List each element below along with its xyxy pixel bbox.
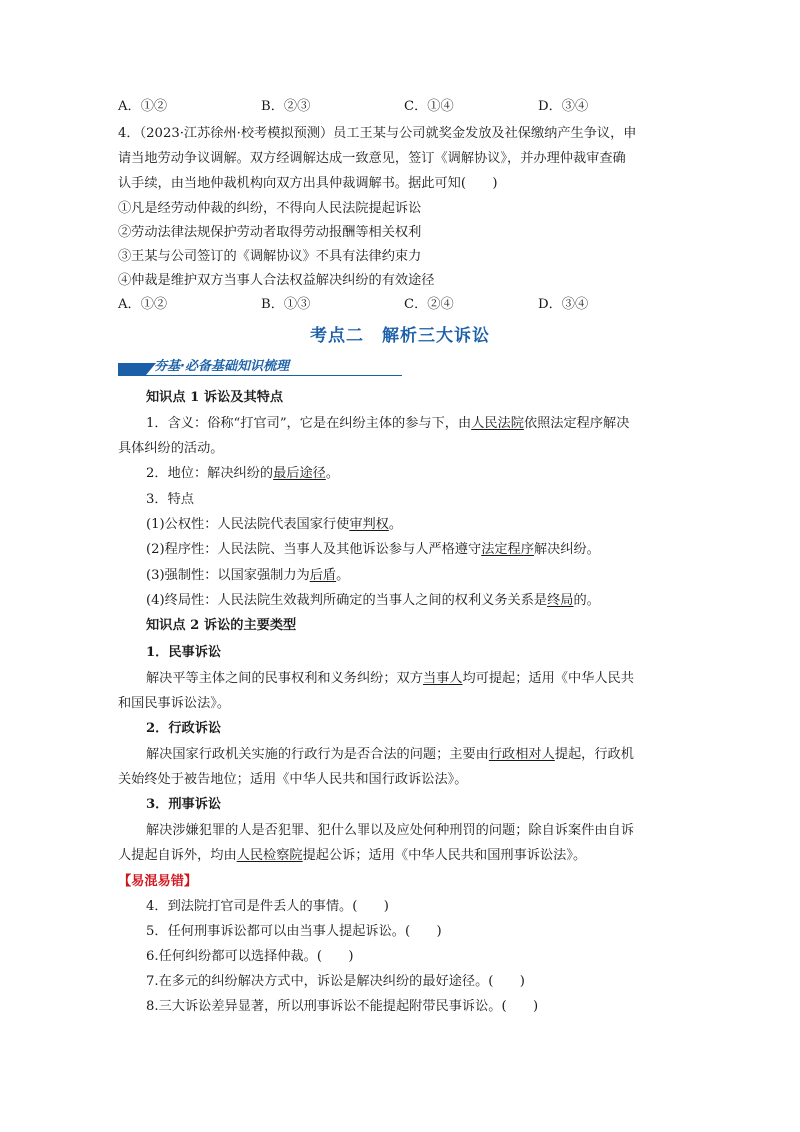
kp2-criminal-title: 3．刑事诉讼 — [146, 797, 222, 812]
q4-option-a[interactable]: A．①② — [118, 297, 168, 312]
q4-item-3: ③王某与公司签订的《调解协议》不具有法律约束力 — [118, 249, 422, 264]
kp1-feature-2: (2)程序性：人民法院、当事人及其他诉讼参与人严格遵守法定程序解决纠纷。 — [146, 542, 600, 557]
kp1-status: 2．地位：解决纠纷的最后途径。 — [146, 466, 340, 481]
confusion-item-4: 4．到法院打官司是件丢人的事情。( ) — [146, 899, 389, 914]
kp2-admin-line-2: 关始终处于被告地位；适用《中华人民共和国行政诉讼法》。 — [118, 772, 468, 787]
kp1-features-title: 3．特点 — [146, 492, 194, 507]
q4-stem-line-1: 4．（2023·江苏徐州·校考模拟预测）员工王某与公司就奖金发放及社保缴纳产生争议，申 — [118, 126, 637, 141]
blank-renmin-jianchayuan: 人民检察院 — [236, 848, 303, 863]
q4-option-d[interactable]: D．③④ — [538, 297, 589, 312]
q3-option-c[interactable]: C．①④ — [404, 99, 454, 114]
blank-xingzheng-xiangduiren: 行政相对人 — [488, 747, 555, 762]
banner-rule — [118, 375, 402, 376]
q4-item-4: ④仲裁是维护双方当事人合法权益解决纠纷的有效途径 — [118, 273, 435, 288]
confusion-item-7: 7.在多元的纠纷解决方式中，诉讼是解决纠纷的最好途径。( ) — [146, 974, 525, 989]
q3-options — [118, 97, 678, 117]
q3-option-b[interactable]: B．②③ — [261, 99, 311, 114]
confusion-item-8: 8.三大诉讼差异显著，所以刑事诉讼不能提起附带民事诉讼。( ) — [146, 999, 539, 1014]
q3-option-a[interactable]: A．①② — [118, 99, 168, 114]
kp1-feature-3: (3)强制性：以国家强制力为后盾。 — [146, 568, 350, 583]
kp2-civil-line-1: 解决平等主体之间的民事权利和义务纠纷；双方当事人均可提起；适用《中华人民共 — [146, 671, 634, 686]
blank-houdun: 后盾 — [309, 568, 337, 583]
kp1-definition-line-1: 1．含义：俗称“打官司”，它是在纠纷主体的参与下，由人民法院依照法定程序解决 — [146, 416, 630, 431]
kp1-feature-1: (1)公权性：人民法院代表国家行使审判权。 — [146, 517, 403, 532]
blank-shenpanquan: 审判权 — [349, 517, 389, 532]
q4-stem-line-2: 请当地劳动争议调解。双方经调解达成一致意见，签订《调解协议》，并办理仲裁审查确 — [118, 151, 626, 166]
kp2-criminal-line-1: 解决涉嫌犯罪的人是否犯罪、犯什么罪以及应处何种刑罚的问题；除自诉案件由自诉 — [146, 823, 634, 838]
banner-text: 夯基·必备基础知识梳理 — [154, 359, 289, 374]
q4-stem-line-3: 认手续，由当地仲裁机构向双方出具仲裁调解书。据此可知( ) — [118, 176, 498, 191]
kp2-admin-line-1: 解决国家行政机关实施的行政行为是否合法的问题；主要由行政相对人提起，行政机 — [146, 747, 634, 762]
confusion-item-5: 5．任何刑事诉讼都可以由当事人提起诉讼。( ) — [146, 924, 442, 939]
q4-options — [118, 295, 678, 315]
confusion-item-6: 6.任何纠纷都可以选择仲裁。( ) — [146, 949, 354, 964]
kp2-admin-title: 2．行政诉讼 — [146, 721, 222, 736]
kp1-feature-4: (4)终局性：人民法院生效裁判所确定的当事人之间的权利义务关系是终局的。 — [146, 593, 600, 608]
q4-option-b[interactable]: B．①③ — [261, 297, 311, 312]
section-banner — [118, 356, 402, 378]
q4-item-1: ①凡是经劳动仲裁的纠纷，不得向人民法院提起诉讼 — [118, 201, 422, 216]
banner-bar-icon — [118, 363, 146, 375]
blank-zuihou-tujing: 最后途径 — [273, 466, 326, 481]
blank-fading-chengxu: 法定程序 — [481, 542, 534, 557]
confusion-label: 【易混易错】 — [118, 874, 198, 889]
kp2-civil-line-2: 和国民事诉讼法》。 — [118, 696, 231, 711]
q3-option-d[interactable]: D．③④ — [538, 99, 589, 114]
kp1-definition-line-2: 具体纠纷的活动。 — [118, 441, 224, 456]
section-title: 考点二 解析三大诉讼 — [310, 326, 490, 346]
kp1-heading: 知识点 1 诉讼及其特点 — [146, 390, 284, 405]
q4-item-2: ②劳动法律法规保护劳动者取得劳动报酬等相关权利 — [118, 225, 422, 240]
kp2-criminal-line-2: 人提起自诉外，均由人民检察院提起公诉；适用《中华人民共和国刑事诉讼法》。 — [118, 848, 587, 863]
kp2-heading: 知识点 2 诉讼的主要类型 — [146, 618, 297, 633]
blank-renmin-fayuan: 人民法院 — [471, 416, 524, 431]
kp2-civil-title: 1．民事诉讼 — [146, 645, 222, 660]
blank-zhongju: 终局 — [547, 593, 574, 608]
q4-option-c[interactable]: C．②④ — [404, 297, 454, 312]
blank-dangshiren: 当事人 — [422, 671, 463, 686]
